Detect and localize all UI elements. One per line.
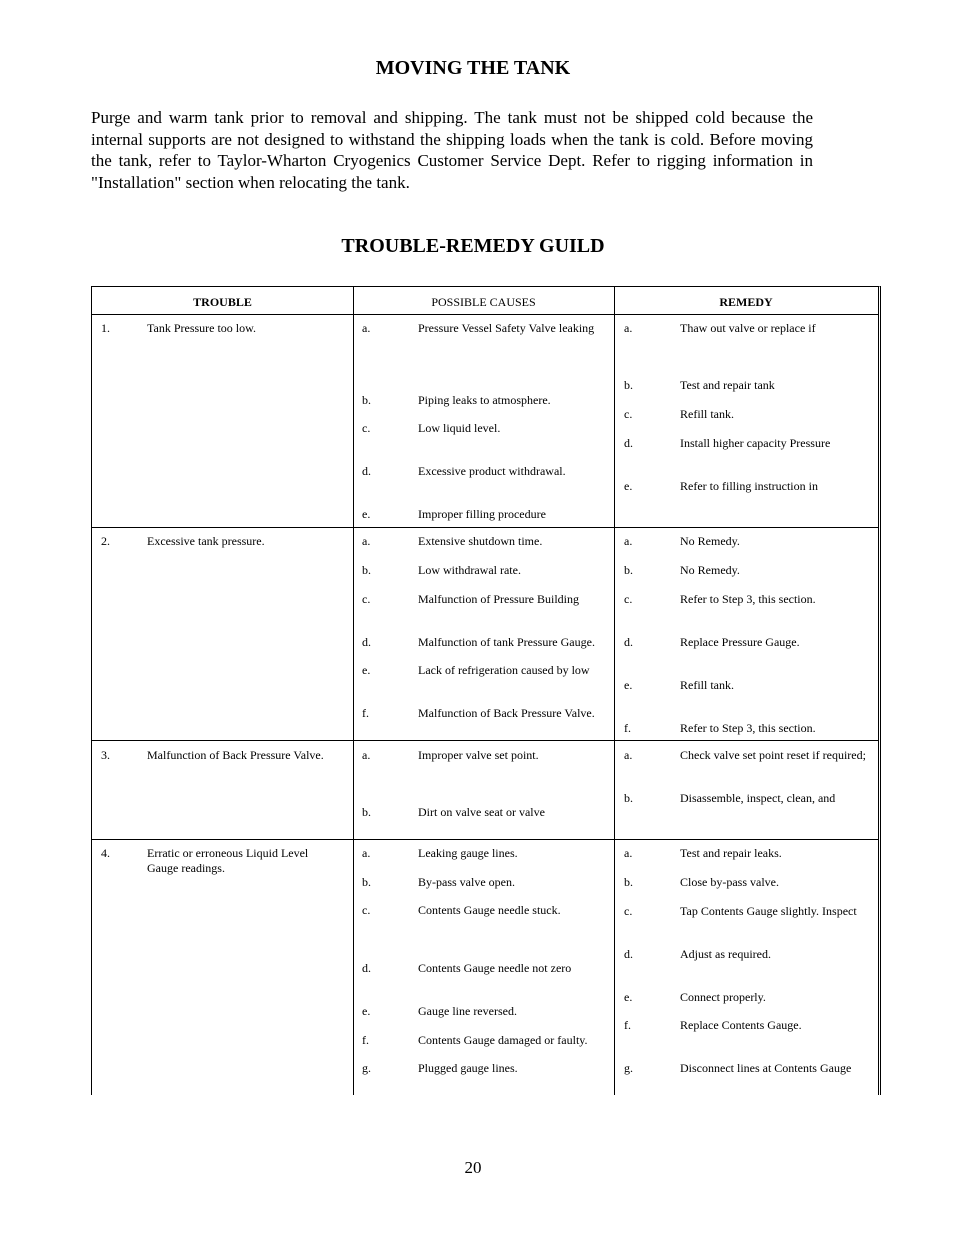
remedy-letter: f. <box>624 1018 631 1032</box>
row-divider <box>92 740 878 741</box>
remedy-letter: c. <box>624 904 633 918</box>
remedy-letter: a. <box>624 321 633 335</box>
moving-tank-paragraph: Purge and warm tank prior to removal and shipping. The tank must not be shipped cold because the internal supports are not designed to withstand the shipping loads when the tank is cold. Before moving the tank, refer to Taylor-Wharton Cryogenics Customer Service Dept. Refer to rigging information in "Installation" section when relocating the tank. <box>91 108 813 192</box>
remedy-letter: e. <box>624 678 633 692</box>
trouble-remedy-table <box>91 286 881 1095</box>
remedy-text: Test and repair leaks. <box>680 846 782 860</box>
cause-text: Leaking gauge lines. <box>418 846 518 860</box>
cause-letter: b. <box>362 563 371 577</box>
cause-text: Improper valve set point. <box>418 748 539 762</box>
cause-letter: e. <box>362 507 371 521</box>
cause-text: Malfunction of Back Pressure Valve. <box>418 706 595 720</box>
page-number: 20 <box>464 1158 482 1177</box>
cause-letter: e. <box>362 663 371 677</box>
cause-letter: d. <box>362 635 371 649</box>
cause-text: Improper filling procedure <box>418 507 546 521</box>
remedy-letter: g. <box>624 1061 633 1075</box>
cause-letter: a. <box>362 534 371 548</box>
cause-letter: f. <box>362 1033 369 1047</box>
cause-text: Contents Gauge needle not zero <box>418 961 572 975</box>
column-divider <box>614 287 615 1095</box>
cause-text: Contents Gauge needle stuck. <box>418 903 561 917</box>
cause-letter: b. <box>362 393 371 407</box>
remedy-text: Close by-pass valve. <box>680 875 779 889</box>
remedy-text: Install higher capacity Pressure <box>680 436 831 450</box>
section-title: MOVING THE TANK <box>375 57 571 79</box>
remedy-letter: a. <box>624 534 633 548</box>
header-remedy: REMEDY <box>719 295 773 309</box>
guide-title: TROUBLE-REMEDY GUILD <box>341 235 605 257</box>
remedy-letter: c. <box>624 407 633 421</box>
remedy-letter: f. <box>624 721 631 735</box>
row-divider <box>92 839 878 840</box>
row-number: 2. <box>101 534 110 548</box>
remedy-text: Refer to Step 3, this section. <box>680 721 816 735</box>
cause-text: Low liquid level. <box>418 421 501 435</box>
remedy-letter: b. <box>624 791 633 805</box>
remedy-letter: d. <box>624 436 633 450</box>
row-number: 4. <box>101 846 110 860</box>
cause-letter: a. <box>362 846 371 860</box>
remedy-letter: e. <box>624 479 633 493</box>
remedy-text: Test and repair tank <box>680 378 775 392</box>
cause-text: Low withdrawal rate. <box>418 563 521 577</box>
remedy-text: Refill tank. <box>680 678 734 692</box>
cause-letter: d. <box>362 464 371 478</box>
remedy-text: Disconnect lines at Contents Gauge <box>680 1061 852 1075</box>
cause-letter: b. <box>362 875 371 889</box>
column-divider <box>353 287 354 1095</box>
cause-letter: d. <box>362 961 371 975</box>
remedy-letter: e. <box>624 990 633 1004</box>
remedy-text: Thaw out valve or replace if <box>680 321 816 335</box>
remedy-text: Disassemble, inspect, clean, and <box>680 791 836 805</box>
cause-text: Lack of refrigeration caused by low <box>418 663 590 677</box>
cause-text: Contents Gauge damaged or faulty. <box>418 1033 588 1047</box>
remedy-text: Refer to Step 3, this section. <box>680 592 816 606</box>
remedy-letter: a. <box>624 846 633 860</box>
trouble-text: Malfunction of Back Pressure Valve. <box>147 748 324 762</box>
cause-letter: b. <box>362 805 371 819</box>
remedy-letter: b. <box>624 563 633 577</box>
row-divider <box>92 314 878 315</box>
cause-letter: c. <box>362 421 371 435</box>
trouble-text: Gauge readings. <box>147 861 225 875</box>
cause-letter: c. <box>362 592 371 606</box>
cause-text: Plugged gauge lines. <box>418 1061 518 1075</box>
header-possible-causes: POSSIBLE CAUSES <box>431 295 536 309</box>
trouble-text: Excessive tank pressure. <box>147 534 265 548</box>
remedy-text: Connect properly. <box>680 990 766 1004</box>
trouble-text: Tank Pressure too low. <box>147 321 257 335</box>
row-number: 3. <box>101 748 110 762</box>
row-divider <box>92 527 878 528</box>
trouble-text: Erratic or erroneous Liquid Level <box>147 846 309 860</box>
remedy-letter: a. <box>624 748 633 762</box>
cause-letter: e. <box>362 1004 371 1018</box>
remedy-letter: d. <box>624 947 633 961</box>
remedy-letter: c. <box>624 592 633 606</box>
cause-text: Dirt on valve seat or valve <box>418 805 545 819</box>
remedy-text: Replace Contents Gauge. <box>680 1018 802 1032</box>
remedy-text: Refer to filling instruction in <box>680 479 818 493</box>
remedy-text: Tap Contents Gauge slightly. Inspect <box>680 904 857 918</box>
remedy-text: Replace Pressure Gauge. <box>680 635 800 649</box>
cause-letter: a. <box>362 321 371 335</box>
remedy-text: Check valve set point reset if required; <box>680 748 866 762</box>
cause-text: Malfunction of Pressure Building <box>418 592 579 606</box>
remedy-letter: b. <box>624 378 633 392</box>
cause-text: Pressure Vessel Safety Valve leaking <box>418 321 595 335</box>
cause-letter: a. <box>362 748 371 762</box>
remedy-text: No Remedy. <box>680 534 740 548</box>
cause-letter: f. <box>362 706 369 720</box>
cause-letter: c. <box>362 903 371 917</box>
row-number: 1. <box>101 321 110 335</box>
cause-text: Gauge line reversed. <box>418 1004 517 1018</box>
header-trouble: TROUBLE <box>193 295 252 309</box>
remedy-text: Refill tank. <box>680 407 734 421</box>
remedy-text: No Remedy. <box>680 563 740 577</box>
remedy-letter: b. <box>624 875 633 889</box>
cause-text: Piping leaks to atmosphere. <box>418 393 551 407</box>
remedy-letter: d. <box>624 635 633 649</box>
cause-text: Malfunction of tank Pressure Gauge. <box>418 635 595 649</box>
cause-text: Excessive product withdrawal. <box>418 464 566 478</box>
cause-letter: g. <box>362 1061 371 1075</box>
cause-text: Extensive shutdown time. <box>418 534 543 548</box>
cause-text: By-pass valve open. <box>418 875 515 889</box>
remedy-text: Adjust as required. <box>680 947 771 961</box>
